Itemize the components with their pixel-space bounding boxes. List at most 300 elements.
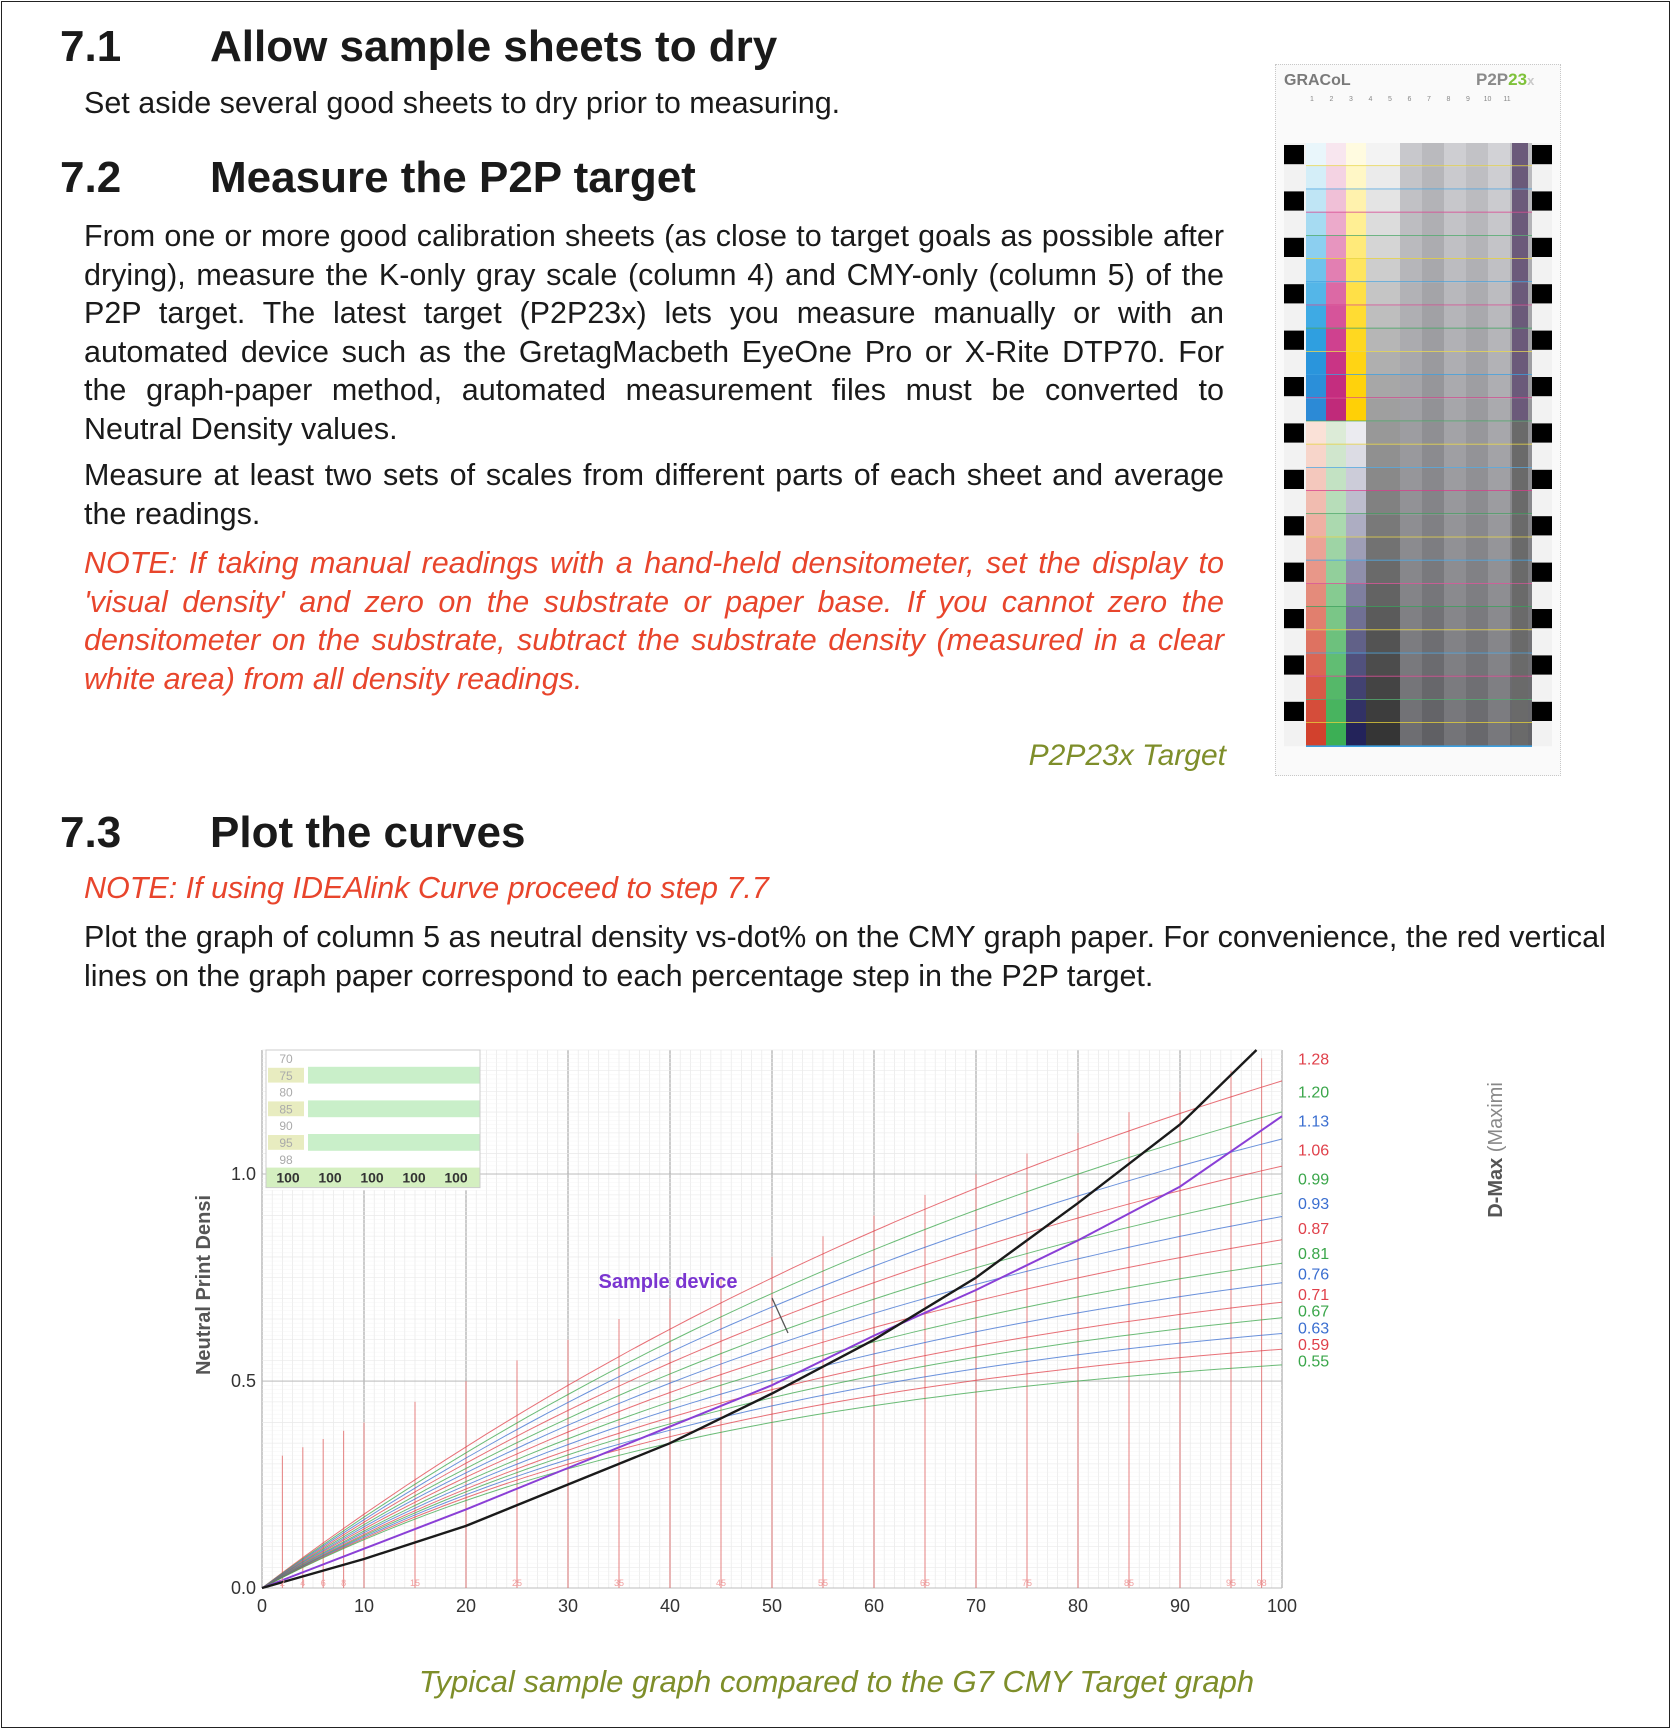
target-patch [1400,305,1422,328]
s71-paragraph: Set aside several good sheets to dry prior to measuring. [84,86,841,120]
target-patch [1366,189,1400,212]
s73-note: NOTE: If using IDEAlink Curve proceed to step 7.7 [84,871,769,905]
minor-step-label: 2 [279,1578,285,1588]
target-patch [1366,375,1400,398]
inset-cell: 100 [318,1169,342,1186]
target-patch [1326,143,1346,166]
target-patch [1326,653,1346,676]
target-patch [1512,282,1528,305]
target-patch [1488,352,1510,375]
target-patch [1466,375,1488,398]
target-patch [1306,329,1326,352]
target-patch [1488,607,1510,630]
target-patch [1512,236,1528,259]
target-patch [1422,514,1444,537]
target-left-label: GRACoL [1284,72,1351,89]
target-caption: P2P23x Target [1028,739,1226,772]
target-patch [1346,514,1366,537]
section-number: 7.3 [60,808,122,857]
target-patch [1366,143,1400,166]
minor-step-label: 35 [613,1578,625,1588]
target-patch [1306,491,1326,514]
target-patch [1306,700,1326,723]
target-patch [1488,561,1510,584]
target-patch [1466,514,1488,537]
target-patch [1512,723,1528,746]
target-patch [1326,352,1346,375]
target-patch [1366,537,1400,560]
target-patch [1466,677,1488,700]
target-patch [1326,421,1346,444]
target-patch [1346,584,1366,607]
target-patch [1326,445,1346,468]
target-patch [1466,537,1488,560]
target-patch [1444,352,1466,375]
target-patch [1422,584,1444,607]
inset-row-label: 90 [279,1119,293,1134]
target-column-number: 2 [1329,96,1334,103]
target-patch [1444,329,1466,352]
minor-step-label: 55 [817,1578,829,1588]
target-patch [1512,537,1528,560]
target-patch [1488,398,1510,421]
target-patch [1306,259,1326,282]
target-patch [1422,537,1444,560]
target-patch [1366,607,1400,630]
target-patch [1400,421,1422,444]
target-patch [1366,305,1400,328]
minor-step-label: 4 [300,1578,306,1588]
target-patch [1444,723,1466,746]
target-patch [1346,630,1366,653]
target-patch [1466,584,1488,607]
target-patch [1422,700,1444,723]
target-marker [1532,516,1552,535]
target-patch [1400,491,1422,514]
right-axis-label: D-Max (Maximi [1485,1082,1507,1218]
target-patch [1326,166,1346,189]
target-patch [1346,723,1366,746]
section-number: 7.2 [60,153,122,202]
target-patch [1326,630,1346,653]
minor-step-label: 95 [1225,1578,1237,1588]
inset-cell: 100 [444,1169,468,1186]
target-patch [1326,607,1346,630]
target-patch [1444,537,1466,560]
target-patch [1444,700,1466,723]
target-patch [1306,213,1326,236]
p2p-target-image [1275,64,1561,776]
target-patch [1400,236,1422,259]
target-patch [1346,537,1366,560]
target-patch [1346,491,1366,514]
target-patch [1466,236,1488,259]
target-patch [1326,514,1346,537]
target-marker [1532,145,1552,164]
x-tick-label: 80 [1067,1596,1089,1615]
target-patch [1444,607,1466,630]
target-marker [1284,331,1304,350]
inset-table [266,1050,480,1190]
target-patch [1422,282,1444,305]
target-patch [1306,305,1326,328]
minor-step-label: 75 [1021,1578,1033,1588]
target-patch [1366,236,1400,259]
target-patch [1444,375,1466,398]
target-patch [1422,421,1444,444]
graph-caption: Typical sample graph compared to the G7 CMY Target graph [418,1664,1255,1699]
target-column-number: 10 [1483,96,1492,103]
dmax-label: 1.06 [1298,1142,1330,1160]
target-patch [1488,514,1510,537]
target-patch [1512,468,1528,491]
dmax-label: 0.63 [1298,1320,1330,1338]
target-patch [1366,259,1400,282]
minor-step-label: 85 [1123,1578,1135,1588]
target-patch [1326,236,1346,259]
target-patch-grid [1284,143,1552,746]
target-patch [1512,584,1528,607]
target-patch [1512,677,1528,700]
dmax-label: 0.55 [1298,1353,1330,1371]
target-patch [1346,700,1366,723]
target-patch [1488,653,1510,676]
target-patch [1512,305,1528,328]
target-marker [1532,609,1552,628]
x-tick-label: 50 [761,1596,783,1615]
target-marker [1532,284,1552,303]
target-marker [1284,191,1304,210]
s72-paragraph-1: From one or more good calibration sheets (as close to target goals as possible after drying), measure the K-only gray scale (column 4) and CMY-only (column 5) of the P2P target. The latest target (P2P23x) lets you measure manually or with an automated device such as the GretagMacbeth EyeOne Pro or X-Rite DTP70. For the graph-paper method, automated measurement files must be converted to Neutral Density values. [84,219,1224,446]
target-patch [1366,723,1400,746]
section-number: 7.1 [60,22,122,71]
target-column-number: 3 [1349,96,1353,103]
target-patch [1366,468,1400,491]
target-patch [1326,375,1346,398]
inset-cell: 100 [360,1169,384,1186]
target-patch [1444,236,1466,259]
x-tick-label: 10 [353,1596,375,1615]
target-patch [1326,282,1346,305]
inset-row-label: 95 [279,1136,293,1150]
target-patch [1488,537,1510,560]
target-patch [1346,677,1366,700]
target-patch [1366,700,1400,723]
target-patch [1512,421,1528,444]
target-patch [1422,166,1444,189]
target-patch [1346,653,1366,676]
target-patch [1326,189,1346,212]
target-patch [1306,189,1326,212]
target-marker [1284,563,1304,582]
target-patch [1444,189,1466,212]
target-patch [1488,445,1510,468]
target-patch [1488,630,1510,653]
target-patch [1306,236,1326,259]
target-patch [1422,491,1444,514]
target-patch [1422,329,1444,352]
target-patch [1306,653,1326,676]
target-patch [1326,213,1346,236]
target-patch [1366,213,1400,236]
target-patch [1422,677,1444,700]
x-tick-label: 20 [455,1596,477,1615]
target-marker [1532,702,1552,721]
target-marker [1284,238,1304,257]
target-patch [1488,143,1510,166]
target-patch [1422,352,1444,375]
target-patch [1444,305,1466,328]
dmax-label: 0.87 [1298,1220,1330,1238]
target-patch [1400,398,1422,421]
minor-step-label: 98 [1256,1578,1267,1588]
target-patch [1346,259,1366,282]
target-patch [1512,375,1528,398]
target-patch [1306,677,1326,700]
target-patch [1346,421,1366,444]
target-patch [1400,607,1422,630]
target-patch [1366,653,1400,676]
target-marker [1284,655,1304,674]
target-patch [1466,189,1488,212]
target-patch [1422,143,1444,166]
target-patch [1466,166,1488,189]
target-patch [1512,653,1528,676]
target-patch [1346,236,1366,259]
minor-step-label: 6 [320,1578,326,1588]
target-patch [1400,561,1422,584]
target-patch [1400,723,1422,746]
target-patch [1488,677,1510,700]
target-patch [1306,421,1326,444]
target-column-number: 7 [1427,96,1431,103]
dmax-label: 1.13 [1298,1113,1330,1131]
target-patch [1466,468,1488,491]
inset-band [308,1134,480,1151]
target-patch [1326,398,1346,421]
target-patch [1400,329,1422,352]
section-title: Measure the P2P target [210,153,696,202]
target-patch [1488,282,1510,305]
target-patch [1444,398,1466,421]
target-patch [1512,259,1528,282]
target-patch [1366,561,1400,584]
target-patch [1306,468,1326,491]
target-patch [1512,514,1528,537]
target-patch [1444,561,1466,584]
target-right-label: P2P23x [1476,70,1535,89]
target-patch [1466,282,1488,305]
target-patch [1306,607,1326,630]
target-patch [1326,584,1346,607]
section-title: Plot the curves [210,808,526,857]
target-patch [1488,700,1510,723]
target-patch [1466,607,1488,630]
cmy-graph [190,1040,1530,1615]
target-patch [1346,445,1366,468]
target-patch [1326,259,1346,282]
target-patch [1366,491,1400,514]
target-patch [1422,236,1444,259]
target-marker [1532,423,1552,442]
target-patch [1422,375,1444,398]
target-patch [1326,491,1346,514]
target-patch [1512,398,1528,421]
target-patch [1444,166,1466,189]
dmax-label: 0.81 [1298,1245,1330,1263]
target-patch [1366,677,1400,700]
target-patch [1346,398,1366,421]
target-patch [1306,723,1326,746]
target-marker [1284,377,1304,396]
target-marker [1532,238,1552,257]
target-patch [1400,166,1422,189]
target-marker [1284,609,1304,628]
target-patch [1512,445,1528,468]
s72-paragraph-2: Measure at least two sets of scales from different parts of each sheet and average the readings. [84,458,1224,531]
minor-step-label: 8 [341,1578,347,1588]
target-patch [1444,259,1466,282]
target-column-number: 5 [1388,96,1392,103]
target-patch [1466,259,1488,282]
target-patch [1444,653,1466,676]
target-patch [1488,723,1510,746]
target-patch [1512,491,1528,514]
target-patch [1400,584,1422,607]
target-patch [1422,561,1444,584]
target-marker [1532,191,1552,210]
inset-cell: 100 [402,1169,426,1186]
target-marker [1284,145,1304,164]
target-patch [1400,282,1422,305]
target-patch [1512,329,1528,352]
target-marker [1284,470,1304,489]
inset-cell: 100 [276,1169,300,1186]
target-patch [1346,189,1366,212]
target-patch [1466,143,1488,166]
target-patch [1400,653,1422,676]
target-patch [1306,584,1326,607]
target-patch [1488,189,1510,212]
target-patch [1306,398,1326,421]
target-column-number: 1 [1310,96,1314,103]
dmax-label: 0.59 [1298,1336,1330,1354]
cmy-graph-svg [190,1040,1530,1615]
target-patch [1306,143,1326,166]
target-patch [1444,421,1466,444]
target-patch [1400,143,1422,166]
target-patch [1400,468,1422,491]
target-column-number: 4 [1368,96,1373,103]
target-patch [1422,653,1444,676]
target-patch [1326,329,1346,352]
target-patch [1400,375,1422,398]
target-patch [1326,677,1346,700]
target-marker [1284,702,1304,721]
target-patch [1488,236,1510,259]
target-patch [1444,445,1466,468]
dmax-label: 0.99 [1298,1171,1330,1189]
x-tick-label: 40 [659,1596,681,1615]
target-patch [1488,468,1510,491]
target-patch [1400,537,1422,560]
y-tick-label: 0.0 [230,1578,256,1598]
minor-step-label: 15 [409,1578,421,1588]
target-patch [1444,514,1466,537]
target-patch [1466,561,1488,584]
target-patch [1488,213,1510,236]
target-patch [1400,677,1422,700]
target-column-numbers [1310,96,1511,103]
target-patch [1346,468,1366,491]
target-patch [1366,398,1400,421]
target-column-number: 6 [1407,96,1412,103]
target-patch [1466,700,1488,723]
target-patch [1400,352,1422,375]
target-patch [1422,213,1444,236]
dmax-label: 0.67 [1298,1303,1330,1321]
target-patch [1326,723,1346,746]
target-patch [1346,143,1366,166]
target-patch [1512,166,1528,189]
x-tick-label: 100 [1266,1596,1298,1615]
s73-paragraph: Plot the graph of column 5 as neutral density vs-dot% on the CMY graph paper. For convenience, the red vertical lines on the graph paper correspond to each percentage step in the P2P target. [84,920,1606,993]
target-marker [1284,423,1304,442]
target-patch [1488,305,1510,328]
target-patch [1366,329,1400,352]
target-patch [1466,445,1488,468]
s72-note: NOTE: If taking manual readings with a hand-held densitometer, set the display to 'visual density' and zero on the substrate or paper base. If you cannot zero the densitometer on the substrate, subtract the substrate density (measured in a clear white area) from all density readings. [84,546,1224,696]
target-patch [1422,607,1444,630]
inset-row-label: 80 [279,1085,293,1100]
target-patch [1444,630,1466,653]
dmax-label: 0.93 [1298,1196,1330,1214]
target-marker [1532,655,1552,674]
target-marker [1532,331,1552,350]
target-patch [1466,305,1488,328]
target-patch [1422,305,1444,328]
target-patch [1366,166,1400,189]
sample-device-annotation: Sample device [598,1271,738,1293]
target-patch [1488,259,1510,282]
target-patch [1400,514,1422,537]
target-marker [1532,377,1552,396]
target-patch [1488,329,1510,352]
target-patch [1512,607,1528,630]
target-patch [1346,375,1366,398]
target-patch [1512,561,1528,584]
dmax-label: 0.76 [1298,1266,1330,1284]
section-title: Allow sample sheets to dry [210,22,778,71]
dmax-label: 1.28 [1298,1051,1330,1069]
target-patch [1366,421,1400,444]
target-patch [1466,491,1488,514]
target-column-number: 9 [1466,96,1470,103]
target-patch [1488,166,1510,189]
target-patch [1346,329,1366,352]
x-tick-label: 90 [1169,1596,1191,1615]
target-patch [1326,537,1346,560]
target-patch [1466,630,1488,653]
target-patch [1346,607,1366,630]
y-tick-label: 0.5 [230,1371,256,1392]
target-patch [1466,653,1488,676]
target-patch [1512,189,1528,212]
minor-step-label: 65 [919,1578,931,1588]
target-patch [1326,468,1346,491]
y-axis-label: Neutral Print Densi [193,1194,215,1376]
target-patch [1422,445,1444,468]
